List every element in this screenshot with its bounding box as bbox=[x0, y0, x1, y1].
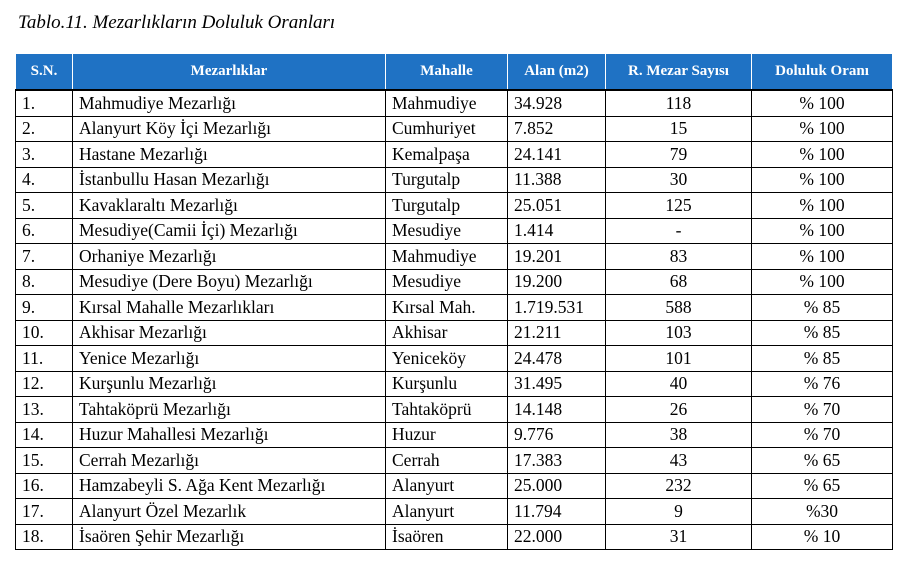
cell-doluluk-orani: % 100 bbox=[752, 218, 893, 244]
table-row bbox=[16, 167, 893, 193]
cell-alan: 11.388 bbox=[508, 167, 606, 193]
cell-mezarlik: Huzur Mahallesi Mezarlığı bbox=[73, 422, 386, 448]
table-row bbox=[16, 499, 893, 525]
cemetery-occupancy-table bbox=[15, 53, 893, 550]
header-doluluk-orani: Doluluk Oranı bbox=[752, 54, 893, 91]
cell-mahalle: Akhisar bbox=[386, 320, 508, 346]
header-mahalle: Mahalle bbox=[386, 54, 508, 91]
cell-sn: 12. bbox=[16, 371, 73, 397]
cell-mahalle: Huzur bbox=[386, 422, 508, 448]
cell-doluluk-orani: % 85 bbox=[752, 346, 893, 372]
cell-mezar-sayisi: 15 bbox=[606, 116, 752, 142]
cell-mahalle: Mesudiye bbox=[386, 218, 508, 244]
table-caption: Tablo.11. Mezarlıkların Doluluk Oranları bbox=[18, 12, 336, 33]
header-alan: Alan (m2) bbox=[508, 54, 606, 91]
cell-sn: 5. bbox=[16, 193, 73, 219]
cell-mahalle: Turgutalp bbox=[386, 167, 508, 193]
cell-mahalle: Tahtaköprü bbox=[386, 397, 508, 423]
cell-mahalle: Alanyurt bbox=[386, 499, 508, 525]
cell-doluluk-orani: % 100 bbox=[752, 193, 893, 219]
cell-mahalle: Mesudiye bbox=[386, 269, 508, 295]
cell-sn: 4. bbox=[16, 167, 73, 193]
table-row bbox=[16, 90, 893, 116]
cell-doluluk-orani: % 85 bbox=[752, 295, 893, 321]
cell-mezarlik: Hastane Mezarlığı bbox=[73, 142, 386, 168]
table-row bbox=[16, 473, 893, 499]
table-row bbox=[16, 371, 893, 397]
table-row bbox=[16, 193, 893, 219]
header-mezar-sayisi: R. Mezar Sayısı bbox=[606, 54, 752, 91]
cell-doluluk-orani: % 100 bbox=[752, 90, 893, 116]
cell-mezar-sayisi: 83 bbox=[606, 244, 752, 270]
cell-mezarlik: Mahmudiye Mezarlığı bbox=[73, 90, 386, 116]
cell-alan: 11.794 bbox=[508, 499, 606, 525]
cell-mezarlik: Cerrah Mezarlığı bbox=[73, 448, 386, 474]
cell-sn: 11. bbox=[16, 346, 73, 372]
cell-alan: 24.141 bbox=[508, 142, 606, 168]
cell-mezar-sayisi: 26 bbox=[606, 397, 752, 423]
cell-mezarlik: Mesudiye(Camii İçi) Mezarlığı bbox=[73, 218, 386, 244]
cell-sn: 13. bbox=[16, 397, 73, 423]
table-row bbox=[16, 244, 893, 270]
cell-sn: 3. bbox=[16, 142, 73, 168]
cell-alan: 14.148 bbox=[508, 397, 606, 423]
table-row bbox=[16, 524, 893, 550]
table-row bbox=[16, 116, 893, 142]
cell-doluluk-orani: % 70 bbox=[752, 397, 893, 423]
header-sn: S.N. bbox=[16, 54, 73, 91]
cell-mahalle: Kemalpaşa bbox=[386, 142, 508, 168]
cell-doluluk-orani: % 100 bbox=[752, 244, 893, 270]
cell-alan: 1.414 bbox=[508, 218, 606, 244]
cell-sn: 18. bbox=[16, 524, 73, 550]
table-row bbox=[16, 295, 893, 321]
cell-sn: 16. bbox=[16, 473, 73, 499]
cell-mahalle: Turgutalp bbox=[386, 193, 508, 219]
cell-mezarlik: Tahtaköprü Mezarlığı bbox=[73, 397, 386, 423]
cell-sn: 17. bbox=[16, 499, 73, 525]
cell-sn: 10. bbox=[16, 320, 73, 346]
cell-mezarlik: Kurşunlu Mezarlığı bbox=[73, 371, 386, 397]
table-body bbox=[16, 90, 893, 550]
cell-doluluk-orani: % 76 bbox=[752, 371, 893, 397]
cell-alan: 7.852 bbox=[508, 116, 606, 142]
cell-mezarlik: Akhisar Mezarlığı bbox=[73, 320, 386, 346]
cell-mezarlik: Alanyurt Özel Mezarlık bbox=[73, 499, 386, 525]
cell-doluluk-orani: % 10 bbox=[752, 524, 893, 550]
header-row bbox=[16, 54, 893, 91]
header-mezarliklar: Mezarlıklar bbox=[73, 54, 386, 91]
cell-alan: 19.201 bbox=[508, 244, 606, 270]
cell-mezar-sayisi: 38 bbox=[606, 422, 752, 448]
cell-mezarlik: İsaören Şehir Mezarlığı bbox=[73, 524, 386, 550]
cell-alan: 1.719.531 bbox=[508, 295, 606, 321]
cell-doluluk-orani: % 85 bbox=[752, 320, 893, 346]
cell-doluluk-orani: % 100 bbox=[752, 269, 893, 295]
cell-mahalle: Cumhuriyet bbox=[386, 116, 508, 142]
cell-sn: 7. bbox=[16, 244, 73, 270]
table-row bbox=[16, 422, 893, 448]
cell-alan: 9.776 bbox=[508, 422, 606, 448]
cell-alan: 24.478 bbox=[508, 346, 606, 372]
cell-alan: 19.200 bbox=[508, 269, 606, 295]
cell-mezar-sayisi: 68 bbox=[606, 269, 752, 295]
cell-sn: 2. bbox=[16, 116, 73, 142]
cell-doluluk-orani: %30 bbox=[752, 499, 893, 525]
cell-sn: 15. bbox=[16, 448, 73, 474]
cell-mezarlik: Mesudiye (Dere Boyu) Mezarlığı bbox=[73, 269, 386, 295]
cell-mahalle: Kırsal Mah. bbox=[386, 295, 508, 321]
cell-sn: 8. bbox=[16, 269, 73, 295]
table-row bbox=[16, 448, 893, 474]
cell-mezarlik: Yenice Mezarlığı bbox=[73, 346, 386, 372]
cell-alan: 34.928 bbox=[508, 90, 606, 116]
cell-alan: 25.051 bbox=[508, 193, 606, 219]
cell-mahalle: Kurşunlu bbox=[386, 371, 508, 397]
cell-mezar-sayisi: 588 bbox=[606, 295, 752, 321]
cell-doluluk-orani: % 100 bbox=[752, 142, 893, 168]
cell-sn: 6. bbox=[16, 218, 73, 244]
cell-mezar-sayisi: 79 bbox=[606, 142, 752, 168]
cell-alan: 17.383 bbox=[508, 448, 606, 474]
cell-mezar-sayisi: 9 bbox=[606, 499, 752, 525]
cell-mezarlik: Kavaklaraltı Mezarlığı bbox=[73, 193, 386, 219]
cell-doluluk-orani: % 100 bbox=[752, 167, 893, 193]
cell-mezarlik: Alanyurt Köy İçi Mezarlığı bbox=[73, 116, 386, 142]
cell-mezarlik: Orhaniye Mezarlığı bbox=[73, 244, 386, 270]
table-row bbox=[16, 346, 893, 372]
cell-mahalle: Mahmudiye bbox=[386, 90, 508, 116]
cell-mezar-sayisi: 103 bbox=[606, 320, 752, 346]
cell-mahalle: Alanyurt bbox=[386, 473, 508, 499]
cell-mezar-sayisi: 125 bbox=[606, 193, 752, 219]
cell-mezarlik: Hamzabeyli S. Ağa Kent Mezarlığı bbox=[73, 473, 386, 499]
table-row bbox=[16, 142, 893, 168]
cell-mezarlik: Kırsal Mahalle Mezarlıkları bbox=[73, 295, 386, 321]
cell-mezar-sayisi: 43 bbox=[606, 448, 752, 474]
cell-alan: 22.000 bbox=[508, 524, 606, 550]
cell-mahalle: Mahmudiye bbox=[386, 244, 508, 270]
cell-mezar-sayisi: 40 bbox=[606, 371, 752, 397]
table-row bbox=[16, 397, 893, 423]
table-row bbox=[16, 320, 893, 346]
cell-mezar-sayisi: - bbox=[606, 218, 752, 244]
cell-alan: 21.211 bbox=[508, 320, 606, 346]
cell-mezar-sayisi: 118 bbox=[606, 90, 752, 116]
cell-mahalle: Cerrah bbox=[386, 448, 508, 474]
cell-mahalle: Yeniceköy bbox=[386, 346, 508, 372]
cell-mezar-sayisi: 31 bbox=[606, 524, 752, 550]
cell-sn: 1. bbox=[16, 90, 73, 116]
cell-doluluk-orani: % 100 bbox=[752, 116, 893, 142]
cell-alan: 25.000 bbox=[508, 473, 606, 499]
cell-sn: 14. bbox=[16, 422, 73, 448]
cell-mezarlik: İstanbullu Hasan Mezarlığı bbox=[73, 167, 386, 193]
cell-mezar-sayisi: 30 bbox=[606, 167, 752, 193]
cell-alan: 31.495 bbox=[508, 371, 606, 397]
cell-mahalle: İsaören bbox=[386, 524, 508, 550]
cell-mezar-sayisi: 101 bbox=[606, 346, 752, 372]
cell-doluluk-orani: % 70 bbox=[752, 422, 893, 448]
cell-doluluk-orani: % 65 bbox=[752, 473, 893, 499]
cell-mezar-sayisi: 232 bbox=[606, 473, 752, 499]
table-row bbox=[16, 269, 893, 295]
cell-sn: 9. bbox=[16, 295, 73, 321]
cell-doluluk-orani: % 65 bbox=[752, 448, 893, 474]
table-row bbox=[16, 218, 893, 244]
